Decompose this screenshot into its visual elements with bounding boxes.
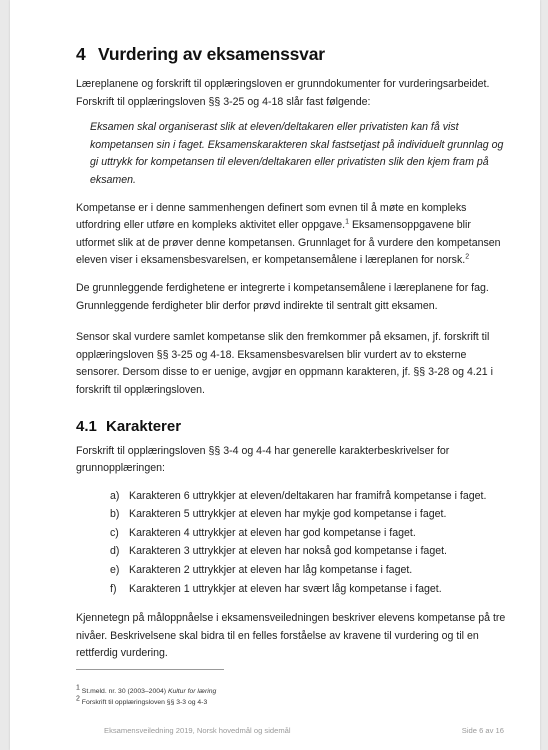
grade-list-item bbox=[110, 580, 506, 599]
section-number: 4 bbox=[76, 44, 86, 64]
subsection-title: Karakterer bbox=[106, 417, 182, 435]
grade-label: c) bbox=[110, 526, 119, 539]
grade-text: Karakteren 4 uttrykkjer at eleven har god kompetanse i faget. bbox=[129, 526, 416, 539]
page-number: Side 6 av 16 bbox=[461, 726, 504, 735]
grade-text: Karakteren 1 uttrykkjer at eleven har svært låg kompetanse i faget. bbox=[129, 582, 442, 595]
competence-paragraph: Kompetanse er i denne sammenhengen definert som evnen til å møte en kompleks utfordring eller utføre en kompleks aktivitet eller oppgave.$^1$ Eksamensoppgavene blir utformet slik at de prøver denne kompetansen. Grunnlaget for å vurdere den kompetansen eleven viser i eksamensbesvarelsen, er kompetansemålene i læreplanen for norsk.$^2$ bbox=[76, 201, 501, 267]
section-title: Vurdering av eksamenssvar bbox=[98, 44, 325, 64]
document-page bbox=[10, 0, 540, 750]
criteria-paragraph: Kjennetegn på måloppnåelse i eksamensveiledningen beskriver elevens kompetanse på tre nivåer. Beskrivelsene skal bidra til en felles forståelse av kravene til vurdering og til en rettferdig vurdering. bbox=[76, 612, 506, 660]
regulation-quote: Eksamen skal organiserast slik at eleven/deltakaren eller privatisten kan få vist kompetansen sin i faget. Eksamenskarakteren skal fastsetjast på individuelt grunnlag og gi uttrykk for kompetansen til eleven/deltakaren eller privatisten slik den kjem fram på eksamen. bbox=[90, 121, 504, 186]
grade-label: b) bbox=[110, 508, 120, 521]
footnote-2: $^2$ Forskrift til opplæringsloven §§ 3-3 og 4-3 bbox=[76, 695, 208, 706]
grade-text: Karakteren 5 uttrykkjer at eleven har mykje god kompetanse i faget. bbox=[129, 508, 447, 521]
grade-text: Karakteren 2 uttrykkjer at eleven har låg kompetanse i faget. bbox=[129, 564, 413, 577]
grade-list-item bbox=[110, 487, 506, 506]
page-content bbox=[76, 44, 506, 663]
grade-text: Karakteren 6 uttrykkjer at eleven/deltakaren har framifrå kompetanse i faget. bbox=[129, 489, 487, 502]
footnote-1: $^1$ St.meld. nr. 30 (2003–2004) Kultur for læring bbox=[76, 684, 217, 695]
subsection-number: 4.1 bbox=[76, 417, 97, 435]
footnote-ref-2[interactable]: 2 bbox=[465, 253, 470, 261]
basic-skills-paragraph: De grunnleggende ferdighetene er integrerte i kompetansemålene i læreplanene for fag. Grunnleggende ferdigheter blir derfor prøvd indirekte til sentralt gitt eksamen. bbox=[76, 281, 489, 312]
grade-list-item bbox=[110, 542, 506, 561]
footnotes bbox=[76, 686, 506, 708]
grade-text: Karakteren 3 uttrykkjer at eleven har nokså god kompetanse i faget. bbox=[129, 545, 447, 558]
grade-label: e) bbox=[110, 564, 120, 577]
grade-label: d) bbox=[110, 545, 120, 558]
footer-title: Eksamensveiledning 2019, Norsk hovedmål og sidemål bbox=[104, 726, 291, 735]
footnote-ref-1[interactable]: 1 bbox=[345, 218, 350, 226]
grade-list-item bbox=[110, 561, 506, 580]
grade-list-item bbox=[110, 505, 506, 524]
intro-paragraph: Læreplanene og forskrift til opplæringsloven er grunndokumenter for vurderingsarbeidet. Forskrift til opplæringsloven §§ 3-25 og 4-18 slår fast følgende: bbox=[76, 78, 490, 108]
section-heading bbox=[76, 44, 506, 65]
grade-list bbox=[76, 487, 506, 599]
grade-label: a) bbox=[110, 489, 120, 502]
grade-label: f) bbox=[110, 582, 117, 595]
footnote-divider bbox=[76, 669, 224, 670]
grades-intro-paragraph: Forskrift til opplæringsloven §§ 3-4 og 4-4 har generelle karakterbeskrivelser for grunnopplæringen: bbox=[76, 444, 450, 475]
subsection-heading bbox=[76, 418, 506, 435]
sensor-paragraph: Sensor skal vurdere samlet kompetanse slik den fremkommer på eksamen, jf. forskrift til opplæringsloven §§ 3-25 og 4-18. Eksamensbesvarelsen blir vurdert av to eksterne sensorer. Dersom disse to er uenige, avgjør en oppmann karakteren, jf. §§ 3-28 og 4.21 i forskrift til opplæringsloven. bbox=[76, 331, 493, 396]
grade-list-item bbox=[110, 524, 506, 543]
